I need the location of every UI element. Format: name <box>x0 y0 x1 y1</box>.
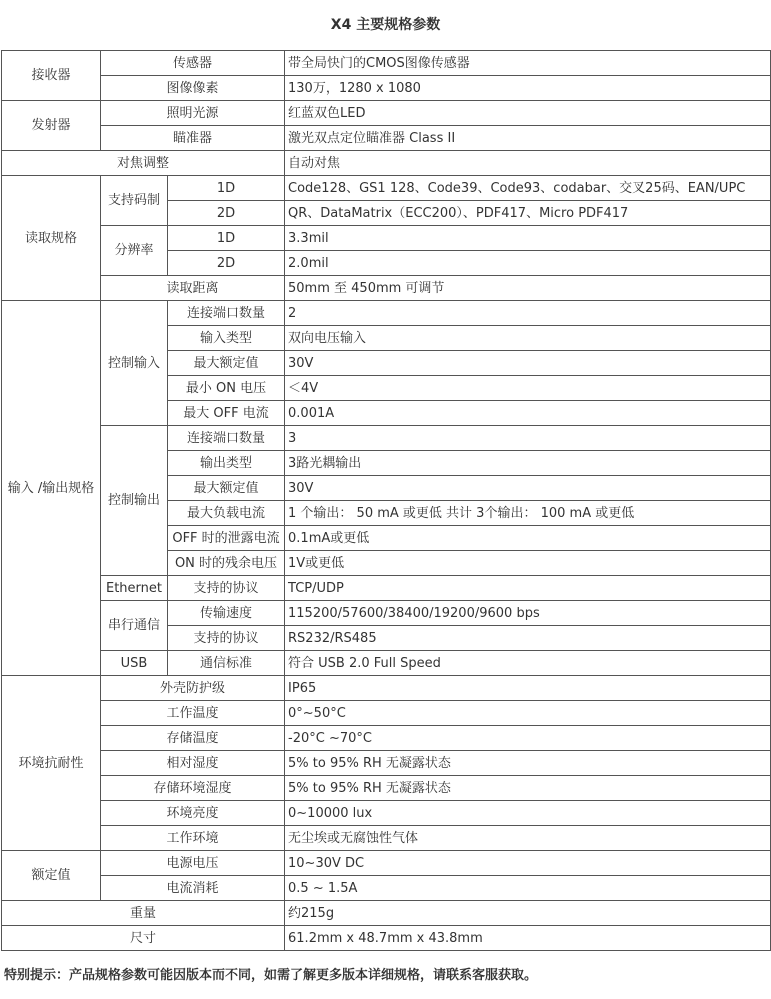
spec-value: 0~10000 lux <box>285 801 771 826</box>
table-row <box>2 226 771 251</box>
spec-value: 红蓝双色LED <box>285 101 771 126</box>
spec-value: RS232/RS485 <box>285 626 771 651</box>
spec-label: 输入类型 <box>168 326 285 351</box>
spec-label: 最大负载电流 <box>168 501 285 526</box>
spec-label: 相对湿度 <box>101 751 285 776</box>
spec-value: 130万，1280 x 1080 <box>285 76 771 101</box>
table-row <box>2 576 771 601</box>
spec-value: 5% to 95% RH 无凝露状态 <box>285 751 771 776</box>
spec-value: 带全局快门的CMOS图像传感器 <box>285 51 771 76</box>
spec-label: 连接端口数量 <box>168 426 285 451</box>
spec-value: 激光双点定位瞄准器 Class II <box>285 126 771 151</box>
spec-label: 最大额定值 <box>168 351 285 376</box>
spec-value: 自动对焦 <box>285 151 771 176</box>
table-row <box>2 751 771 776</box>
spec-label: 1D <box>168 176 285 201</box>
spec-label: 尺寸 <box>2 926 285 951</box>
subgroup-label: Ethernet <box>101 576 168 601</box>
table-row <box>2 51 771 76</box>
subgroup-label: 分辨率 <box>101 226 168 276</box>
spec-label: 最大额定值 <box>168 476 285 501</box>
subgroup-label: 控制输入 <box>101 301 168 426</box>
table-row <box>2 876 771 901</box>
page-title: X4 主要规格参数 <box>330 17 441 33</box>
group-label: 额定值 <box>2 851 101 901</box>
spec-label: 存储温度 <box>101 726 285 751</box>
spec-value: TCP/UDP <box>285 576 771 601</box>
table-row <box>2 426 771 451</box>
group-label: 输入 /输出规格 <box>2 301 101 676</box>
spec-label: 支持的协议 <box>168 626 285 651</box>
spec-label: 支持的协议 <box>168 576 285 601</box>
spec-label: ON 时的残余电压 <box>168 551 285 576</box>
group-label: 环境抗耐性 <box>2 676 101 851</box>
spec-label: 电源电压 <box>101 851 285 876</box>
table-row <box>2 851 771 876</box>
spec-label: OFF 时的泄露电流 <box>168 526 285 551</box>
spec-value: Code128、GS1 128、Code39、Code93、codabar、交叉25码、EAN/UPC <box>285 176 771 201</box>
spec-value: 0.001A <box>285 401 771 426</box>
spec-value: 符合 USB 2.0 Full Speed <box>285 651 771 676</box>
table-row <box>2 176 771 201</box>
spec-value: 10~30V DC <box>285 851 771 876</box>
subgroup-label: 支持码制 <box>101 176 168 226</box>
table-row <box>2 101 771 126</box>
spec-value: IP65 <box>285 676 771 701</box>
spec-value: 约215g <box>285 901 771 926</box>
table-row <box>2 276 771 301</box>
spec-value: 1 个输出： 50 mA 或更低 共计 3个输出： 100 mA 或更低 <box>285 501 771 526</box>
spec-value: 3 <box>285 426 771 451</box>
spec-value: 无尘埃或无腐蚀性气体 <box>285 826 771 851</box>
spec-value: 50mm 至 450mm 可调节 <box>285 276 771 301</box>
table-row <box>2 126 771 151</box>
spec-label: 工作环境 <box>101 826 285 851</box>
footnote: 特别提示：产品规格参数可能因版本而不同，如需了解更多版本详细规格，请联系客服获取。 <box>4 968 538 983</box>
table-row <box>2 151 771 176</box>
spec-value: QR、DataMatrix（ECC200）、PDF417、Micro PDF417 <box>285 201 771 226</box>
spec-label: 瞄准器 <box>101 126 285 151</box>
spec-label: 传感器 <box>101 51 285 76</box>
spec-label: 对焦调整 <box>2 151 285 176</box>
table-row <box>2 901 771 926</box>
spec-label: 存储环境湿度 <box>101 776 285 801</box>
spec-label: 通信标准 <box>168 651 285 676</box>
group-label: 接收器 <box>2 51 101 101</box>
table-row <box>2 651 771 676</box>
spec-label: 连接端口数量 <box>168 301 285 326</box>
table-row <box>2 726 771 751</box>
spec-value: 3路光耦输出 <box>285 451 771 476</box>
spec-value: 30V <box>285 476 771 501</box>
spec-value: 1V或更低 <box>285 551 771 576</box>
spec-label: 2D <box>168 201 285 226</box>
spec-value: 61.2mm x 48.7mm x 43.8mm <box>285 926 771 951</box>
spec-value: 双向电压输入 <box>285 326 771 351</box>
table-row <box>2 826 771 851</box>
spec-label: 外壳防护级 <box>101 676 285 701</box>
spec-value: 2 <box>285 301 771 326</box>
spec-label: 1D <box>168 226 285 251</box>
spec-value: 5% to 95% RH 无凝露状态 <box>285 776 771 801</box>
subgroup-label: 串行通信 <box>101 601 168 651</box>
group-label: 发射器 <box>2 101 101 151</box>
spec-label: 读取距离 <box>101 276 285 301</box>
spec-value: 3.3mil <box>285 226 771 251</box>
spec-value: 115200/57600/38400/19200/9600 bps <box>285 601 771 626</box>
table-row <box>2 76 771 101</box>
spec-value: ＜4V <box>285 376 771 401</box>
spec-label: 环境亮度 <box>101 801 285 826</box>
spec-value: 0.5 ~ 1.5A <box>285 876 771 901</box>
spec-label: 最小 ON 电压 <box>168 376 285 401</box>
spec-label: 2D <box>168 251 285 276</box>
spec-label: 工作温度 <box>101 701 285 726</box>
spec-value: 2.0mil <box>285 251 771 276</box>
table-row <box>2 601 771 626</box>
spec-label: 图像像素 <box>101 76 285 101</box>
table-row <box>2 926 771 951</box>
table-row <box>2 776 771 801</box>
spec-value: 30V <box>285 351 771 376</box>
spec-value: 0.1mA或更低 <box>285 526 771 551</box>
subgroup-label: 控制输出 <box>101 426 168 576</box>
spec-label: 最大 OFF 电流 <box>168 401 285 426</box>
spec-label: 传输速度 <box>168 601 285 626</box>
spec-label: 重量 <box>2 901 285 926</box>
table-row <box>2 676 771 701</box>
table-row <box>2 701 771 726</box>
spec-label: 电流消耗 <box>101 876 285 901</box>
spec-value: -20°C ~70°C <box>285 726 771 751</box>
spec-value: 0°~50°C <box>285 701 771 726</box>
subgroup-label: USB <box>101 651 168 676</box>
spec-label: 输出类型 <box>168 451 285 476</box>
spec-label: 照明光源 <box>101 101 285 126</box>
table-row <box>2 801 771 826</box>
group-label: 读取规格 <box>2 176 101 301</box>
spec-table <box>1 50 771 951</box>
table-row <box>2 301 771 326</box>
